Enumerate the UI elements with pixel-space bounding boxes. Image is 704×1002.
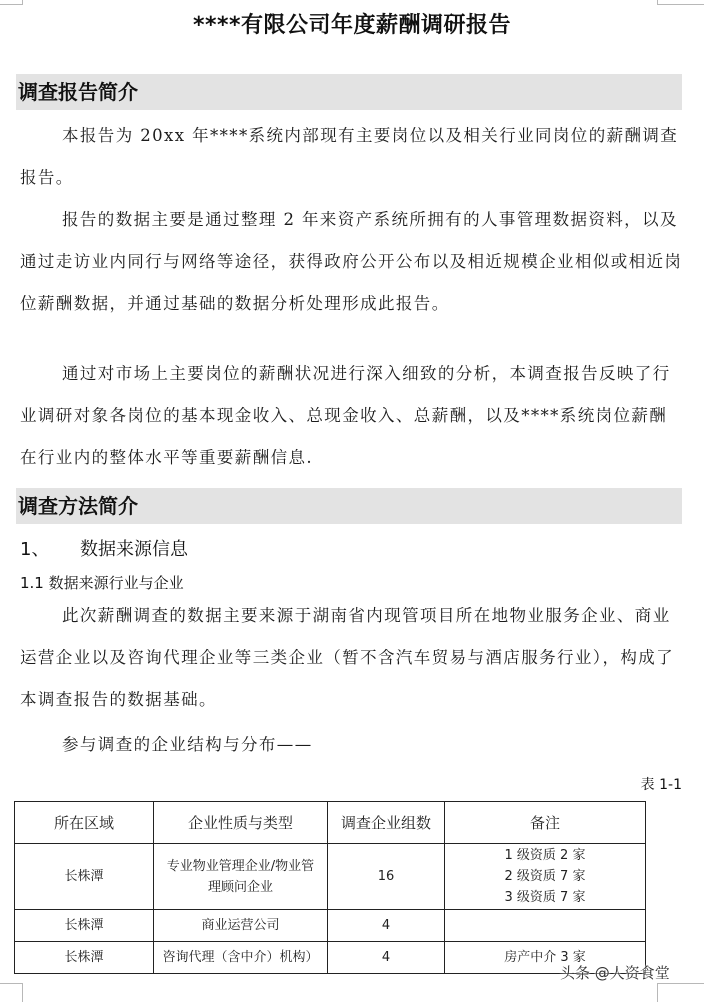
cell-notes: 房产中介 3 家 <box>445 942 646 974</box>
note-line: 2 级资质 7 家 <box>504 869 586 884</box>
cell-type: 专业物业管理企业/物业管理顾问企业 <box>154 844 328 910</box>
note-line: 3 级资质 7 家 <box>504 890 586 905</box>
enterprise-distribution-table <box>14 801 646 974</box>
paragraph: 此次薪酬调查的数据主要来源于湖南省内现管项目所在地物业服务企业、商业运营企业以及咨询代理企业等三类企业（暂不含汽车贸易与酒店服务行业），构成了本调查报告的数据基础。 <box>20 606 675 709</box>
page-corner-mark <box>0 0 23 5</box>
table-caption: 表 1-1 <box>640 777 682 793</box>
cell-type: 咨询代理（含中介）机构） <box>154 942 328 974</box>
page-corner-mark <box>657 0 704 5</box>
cell-count: 4 <box>328 942 445 974</box>
subheading-text: 数据来源信息 <box>80 539 188 560</box>
table-row <box>15 910 646 942</box>
column-header: 所在区域 <box>15 802 154 844</box>
column-header: 备注 <box>445 802 646 844</box>
page-corner-mark <box>657 983 704 1002</box>
paragraph: 本报告为 20xx 年****系统内部现有主要岗位以及相关行业同岗位的薪酬调查报告。 <box>20 126 679 187</box>
table-row <box>15 942 646 974</box>
cell-count: 16 <box>328 844 445 910</box>
cell-region: 长株潭 <box>15 844 154 910</box>
paragraph: 报告的数据主要是通过整理 2 年来资产系统所拥有的人事管理数据资料，以及通过走访业内同行与网络等途径，获得政府公开公布以及相近规模企业相似或相近岗位薪酬数据，并通过基础的数据分析处理形成此报告。 <box>20 210 683 313</box>
cell-notes <box>445 844 646 910</box>
paragraph: 参与调查的企业结构与分布—— <box>62 735 313 754</box>
page-corner-mark <box>0 983 23 1002</box>
watermark: 头条 @人资食堂 <box>560 964 670 982</box>
note-line: 1 级资质 2 家 <box>504 848 586 863</box>
section-heading-method: 调查方法简介 <box>16 488 682 524</box>
subheading-number: 1、 <box>20 539 50 560</box>
column-header: 调查企业组数 <box>328 802 445 844</box>
cell-region: 长株潭 <box>15 942 154 974</box>
cell-region: 长株潭 <box>15 910 154 942</box>
cell-type: 商业运营公司 <box>154 910 328 942</box>
subheading-data-source <box>20 535 188 561</box>
paragraph: 通过对市场上主要岗位的薪酬状况进行深入细致的分析，本调查报告反映了行业调研对象各岗位的基本现金收入、总现金收入、总薪酬，以及****系统岗位薪酬在行业内的整体水平等重要薪酬信息. <box>20 364 671 467</box>
section-heading-intro: 调查报告简介 <box>16 74 682 110</box>
table-header-row <box>15 802 646 844</box>
cell-count: 4 <box>328 910 445 942</box>
document-title: ****有限公司年度薪酬调研报告 <box>192 13 512 38</box>
column-header: 企业性质与类型 <box>154 802 328 844</box>
subsubheading: 1.1 数据来源行业与企业 <box>20 574 184 592</box>
cell-notes <box>445 910 646 942</box>
table-row <box>15 844 646 910</box>
